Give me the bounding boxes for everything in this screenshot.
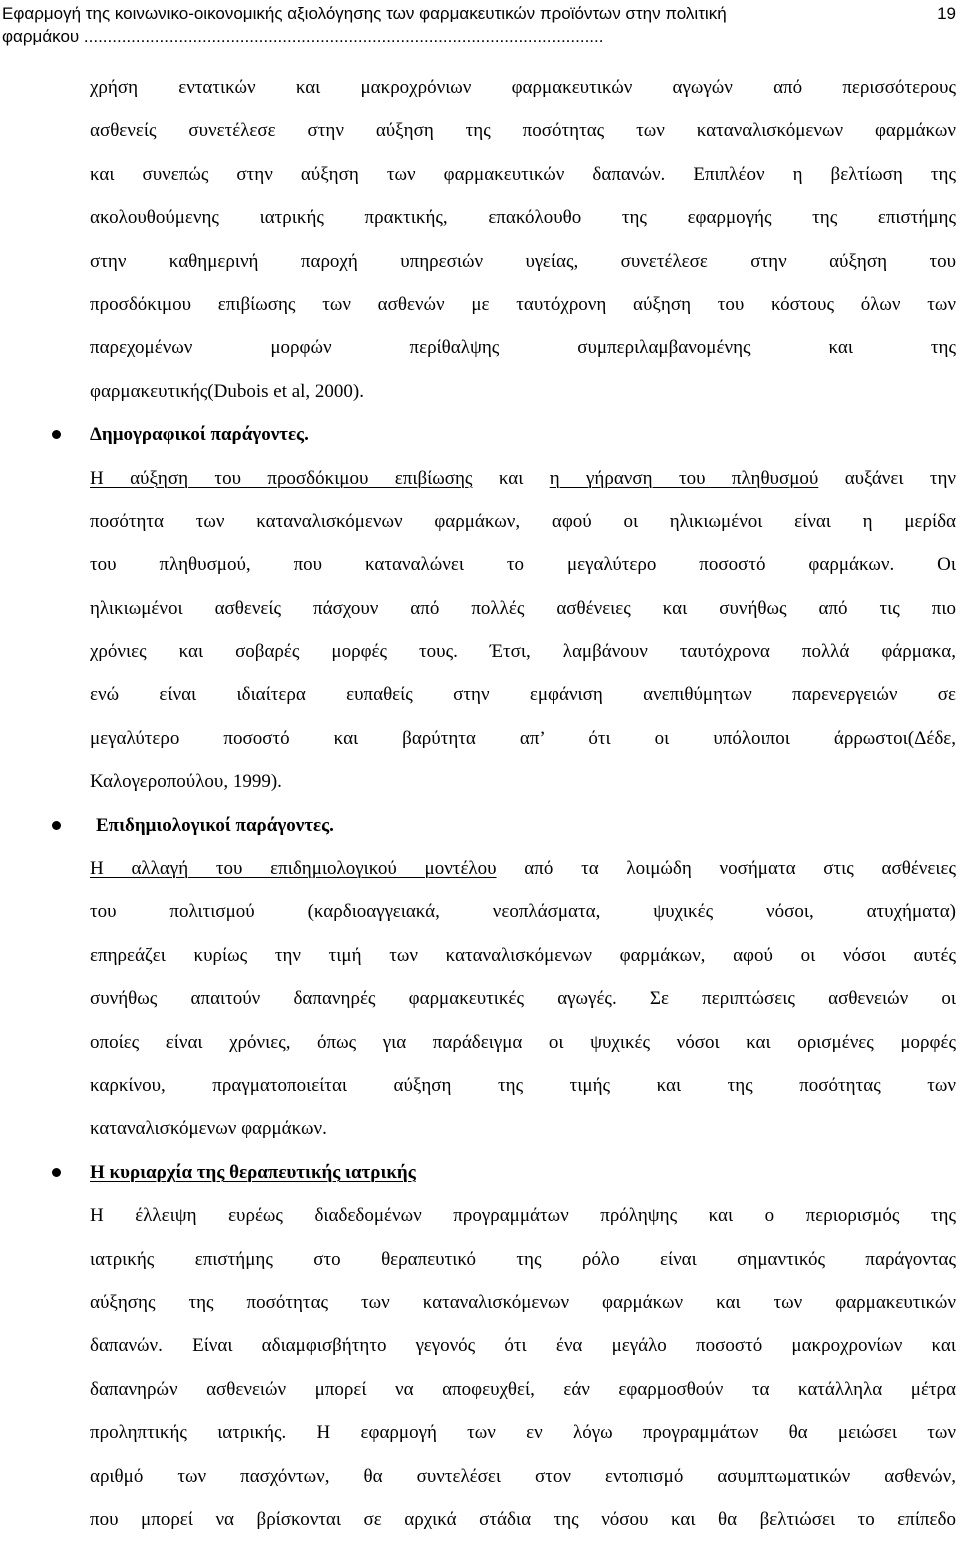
paragraph-therapeutic bbox=[90, 1194, 956, 1541]
text-line: Η αλλαγή του επιδημιολογικού μοντέλου από τα λοιμώδη νοσήματα στις ασθένειες bbox=[90, 858, 956, 880]
text-line: δαπανών. Είναι αδιαμφισβήτητο γεγονός ότι ένα μεγάλο ποσοστό μακροχρονίων και bbox=[90, 1335, 956, 1357]
text-line: καταναλισκόμενων φαρμάκων. bbox=[90, 1118, 327, 1140]
text-line: ενώ είναι ιδιαίτερα ευπαθείς στην εμφάνιση ανεπιθύμητων παρενεργειών σε bbox=[90, 684, 956, 706]
heading-demographic-factors: Δημογραφικοί παράγοντες. bbox=[90, 413, 956, 456]
underlined-phrase: Η αύξηση του προσδόκιμου επιβίωσης bbox=[90, 467, 473, 489]
running-header-title: Εφαρμογή της κοινωνικο-οικονομικής αξιολόγησης των φαρμακευτικών προϊόντων στην πολιτική bbox=[2, 4, 727, 23]
paragraph-demographic bbox=[90, 457, 956, 804]
running-header-title-continued: φαρμάκου .............................................................................................................. bbox=[2, 27, 604, 46]
text-line: ποσότητα των καταναλισκόμενων φαρμάκων, αφού οι ηλικιωμένοι είναι η μερίδα bbox=[90, 510, 956, 532]
text-line: προσδόκιμου επιβίωσης των ασθενών με ταυτόχρονη αύξηση του κόστους όλων των bbox=[90, 293, 956, 315]
text-line: αύξησης της ποσότητας των καταναλισκόμενων φαρμάκων και των φαρμακευτικών bbox=[90, 1291, 956, 1313]
text-line: Η αύξηση του προσδόκιμου επιβίωσης και η γήρανση του πληθυσμού αυξάνει την bbox=[90, 467, 957, 489]
text-line: ιατρικής επιστήμης στο θεραπευτικό της ρόλο είναι σημαντικός παράγοντας bbox=[90, 1248, 956, 1270]
underlined-phrase: Η αλλαγή του επιδημιολογικού μοντέλου bbox=[90, 858, 497, 880]
paragraph-costs-intro bbox=[90, 66, 956, 413]
text-line: φαρμακευτικής(Dubois et al, 2000). bbox=[90, 380, 365, 402]
heading-therapeutic-medicine: Η κυριαρχία της θεραπευτικής ιατρικής bbox=[90, 1151, 956, 1194]
bullet-icon bbox=[52, 430, 61, 439]
page-number: 19 bbox=[937, 4, 956, 23]
heading-epidemiological-factors: Επιδημιολογικοί παράγοντες. bbox=[90, 804, 956, 847]
text-line: στην καθημερινή παροχή υπηρεσιών υγείας, συνετέλεσε στην αύξηση του bbox=[90, 250, 956, 272]
text-line: που μπορεί να βρίσκονται σε αρχικά στάδια της νόσου και θα βελτιώσει το επίπεδο bbox=[90, 1508, 956, 1530]
text-line: προληπτικής ιατρικής. Η εφαρμογή των εν λόγω προγραμμάτων θα μειώσει των bbox=[90, 1422, 956, 1444]
text-line: αριθμό των πασχόντων, θα συντελέσει στον εντοπισμό ασυμπτωματικών ασθενών, bbox=[90, 1465, 956, 1487]
page-header bbox=[0, 0, 960, 48]
bullet-icon bbox=[52, 821, 61, 830]
text-line: χρόνιες και σοβαρές μορφές τους. Έτσι, λαμβάνουν ταυτόχρονα πολλά φάρμακα, bbox=[90, 641, 956, 663]
underlined-phrase: η γήρανση του πληθυσμού bbox=[549, 467, 819, 489]
text-line: επηρεάζει κυρίως την τιμή των καταναλισκόμενων φαρμάκων, αφού οι νόσοι αυτές bbox=[90, 944, 956, 966]
text-line: και συνεπώς στην αύξηση των φαρμακευτικών δαπανών. Επιπλέον η βελτίωση της bbox=[90, 163, 956, 185]
document-body bbox=[90, 66, 956, 1541]
text-line: του πληθυσμού, που καταναλώνει το μεγαλύτερο ποσοστό φαρμάκων. Οι bbox=[90, 554, 956, 576]
text-line: Η έλλειψη ευρέως διαδεδομένων προγραμμάτων πρόληψης και ο περιορισμός της bbox=[90, 1205, 956, 1227]
paragraph-epidemiological bbox=[90, 847, 956, 1151]
text-line: ηλικιωμένοι ασθενείς πάσχουν από πολλές ασθένειες και συνήθως από τις πιο bbox=[90, 597, 956, 619]
text-line: καρκίνου, πραγματοποιείται αύξηση της τιμής και της ποσότητας των bbox=[90, 1074, 956, 1096]
text-line: δαπανηρών ασθενειών μπορεί να αποφευχθεί, εάν εφαρμοσθούν τα κατάλληλα μέτρα bbox=[90, 1378, 956, 1400]
bullet-icon bbox=[52, 1168, 61, 1177]
text-line: ακολουθούμενης ιατρικής πρακτικής, επακόλουθο της εφαρμογής της επιστήμης bbox=[90, 207, 956, 229]
text-line: συνήθως απαιτούν δαπανηρές φαρμακευτικές αγωγές. Σε περιπτώσεις ασθενειών οι bbox=[90, 988, 956, 1010]
text-line: ασθενείς συνετέλεσε στην αύξηση της ποσότητας των καταναλισκόμενων φαρμάκων bbox=[90, 120, 956, 142]
text-line: Καλογεροπούλου, 1999). bbox=[90, 771, 282, 793]
text-line: οποίες είναι χρόνιες, όπως για παράδειγμα οι ψυχικές νόσοι και ορισμένες μορφές bbox=[90, 1031, 956, 1053]
text-line: του πολιτισμού (καρδιοαγγειακά, νεοπλάσματα, ψυχικές νόσοι, ατυχήματα) bbox=[90, 901, 956, 923]
text-line: χρήση εντατικών και μακροχρόνιων φαρμακευτικών αγωγών από περισσότερους bbox=[90, 77, 956, 98]
text-line: παρεχομένων μορφών περίθαλψης συμπεριλαμβανομένης και της bbox=[90, 337, 956, 359]
text-line: μεγαλύτερο ποσοστό και βαρύτητα απ’ ότι οι υπόλοιποι άρρωστοι(Δέδε, bbox=[90, 727, 956, 749]
